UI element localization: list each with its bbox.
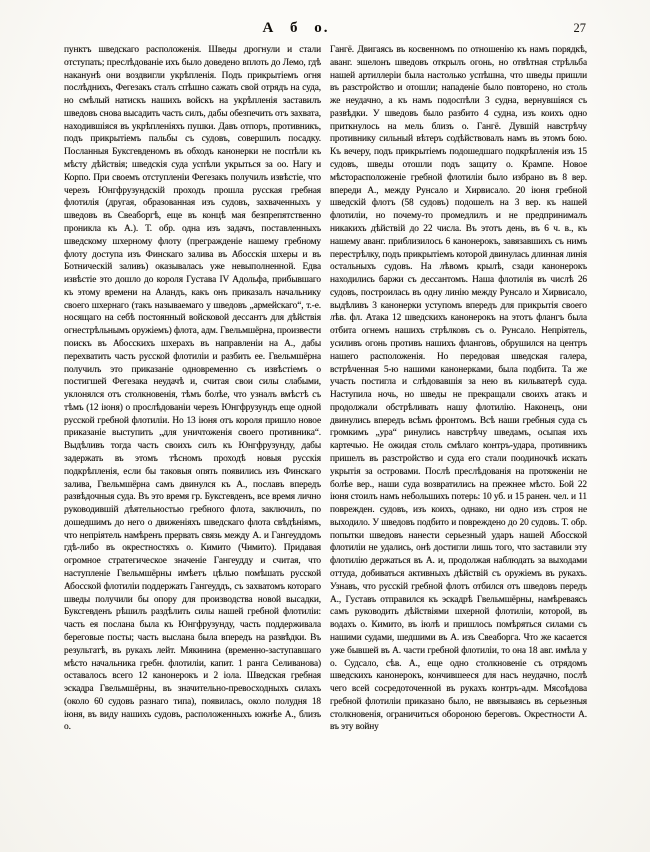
running-title: А б о. (262, 20, 330, 36)
text-column-left: пунктъ шведскаго расположенія. Шведы дрогнули и стали отступать; преслѣдованіе ихъ было доведено вплоть до Лемо, гдѣ наканунѣ они воздвигли укрѣпленія. Подъ прикрытіемъ огня послѣднихъ, Фегезакъ сталъ спѣшно сажать свой отрядъ на суда, но смѣлый натискъ нашихъ войскъ на укрѣпленія заставилъ шведовъ снова высадить часть силъ, дабы обезпечить отъ захвата, находившіяся въ укрѣпленіяхъ пушки. Давъ отпоръ, противникъ, подъ прикрытіемъ пальбы съ судовъ, совершилъ посадку. Посланныя Буксгевденомъ въ обходъ канонерки не поспѣли къ мѣсту дѣйствія; шведскія суда успѣли укрыться за оо. Нагу и Корпо. При своемъ отступленіи Фегезакъ получилъ извѣстіе, что черезъ Юнгфрузундскій проходъ прошла русская гребная флотилія (другая, образованная изъ судовъ, захваченныхъ у шведовъ въ Свеаборгѣ, еще въ концѣ мая безпрепятственно проникла къ А.). Т. обр. одна изъ задачъ, поставленныхъ шведскому шхерному флоту (прегражденіе нашему гребному флоту доступа изъ Финскаго залива въ Абосскія шхеры и въ Ботническій заливъ) оказывалась уже невыполненной. Едва извѣстіе это дошло до короля Густава IV Адольфа, прибывшаго къ этому времени на Аландъ, какъ онъ приказалъ начальнику своего шхернаго (такъ называемаго у шведовъ „армейскаго“, т.-е. носящаго на себѣ постоянный войсковой дессантъ для дѣйствія огнестрѣльнымъ оружіемъ) флота, адм. Гвельмшёрна, произвести поискъ въ Абосскихъ шхерахъ въ направленіи на А., дабы перехватить часть русской флотиліи и разбить ее. Гвельмшёрна получилъ это приказаніе одновременно съ извѣстіемъ о постигшей Фегезака неудачѣ и, считая свои силы слабыми, уклонялся отъ столкновенія, тѣмъ болѣе, что узналъ вмѣстѣ съ тѣмъ (12 іюня) о прослѣдованіи черезъ Юнгфрузундъ еще одной русской гребной флотиліи. Но 13 іюня отъ короля пришло новое приказаніе выступить „для уничтоженія своего противника“. Выдѣливъ тогда часть своихъ силъ къ Юнгфрузунду, дабы задержать въ этомъ тѣсномъ проходѣ новыя русскія подкрѣпленія, если бы таковыя опять появились изъ Финскаго залива, Гвельмшёрна самъ двинулся къ А., пославъ впередъ развѣдочныя суда. Въ это время гр. Буксгевденъ, все время лично руководившій дѣятельностью гребного флота, заключилъ, по дошедшимъ до него о движеніяхъ шведскаго флота свѣдѣніямъ, что непріятель намѣренъ прервать связь между А. и Гангеуддомъ гдѣ-либо въ окрестностяхъ о. Кимито (Чимито). Придавая огромное стратегическое значеніе Гангеудду и считая, что наступленіе Гвельмшёрны имѣетъ цѣлью помѣшать русской Абосской флотиліи поддержать Гангеуддъ, съ захватомъ котораго шведы получили бы опору для производства новой высадки, Буксгевденъ рѣшилъ раздѣлить силы нашей гребной флотиліи: часть ея послана была къ Юнгфрузунду, часть поддерживала береговые посты; часть выслана была впередъ на развѣдки. Въ результатѣ, въ рукахъ лейт. Мякинина (временно-заступавшаго мѣсто начальника гребн. флотиліи, капит. 1 ранга Селиванова) оставалось всего 12 канонерокъ и 2 іола. Шведская гребная эскадра Гвельмшёрны, въ значительно-превосходныхъ силахъ (около 60 судовъ разнаго типа), появилась, около полудня 18 іюня, въ виду нашихъ судовъ, расположенныхъ южнѣе А., близъ о. (64, 45, 321, 733)
page-header (0, 20, 650, 40)
text-column-right: Гангё. Двигаясь въ косвенномъ по отношенію къ намъ порядкѣ, аванг. эшелонъ шведовъ открылъ огонь, но отвѣтная стрѣльба нашей артиллеріи была настолько успѣшна, что шведы пришли въ разстройство и отошли; нападеніе было повторено, но столь же неудачно, а къ намъ подоспѣли 3 судна, вернувшіяся съ развѣдки. У шведовъ было разбито 4 судна, изъ коихъ одно приткнулось на мель близъ о. Гангё. Дувшій навстрѣчу противнику сильный вѣтеръ содѣйствовалъ намъ въ этомъ бою. Къ вечеру, подъ прикрытіемъ подошедшаго подкрѣпленія изъ 15 судовъ, шведы отошли подъ защиту о. Крампе. Новое мѣсторасположеніе гребной флотиліи было избрано въ 8 вер. впереди А., между Рунсало и Хирвисало. 20 іюня гребной шведскій флотъ (58 судовъ) подошелъ на 3 вер. къ нашей флотиліи, но почему-то промедлилъ и не предпринималъ никакихъ дѣйствій до 22 числа. Въ этотъ день, въ 6 ч. в., къ нашему аванг. приблизилось 6 канонерокъ, завязавшихъ съ нимъ перестрѣлку, подъ прикрытіемъ которой двинулась длинная линія остальныхъ судовъ. На лѣвомъ крылѣ, сзади канонерокъ находились баржи съ дессантомъ. Наша флотилія въ числѣ 26 судовъ, построилась въ одну линію между Рунсало и Хирвисало, выдѣливъ 3 канонерки уступомъ впередъ для прикрытія своего лѣв. фл. Атака 12 шведскихъ канонерокъ на этотъ флангъ была отбита огнемъ нашихъ стрѣлковъ съ о. Рунсало. Непріятель, усиливъ огонь противъ нашихъ фланговъ, обрушился на центръ нашего расположенія. Но передовая шведская галера, встрѣченная 5-ю нашими канонерками, была подбита. Та же участь постигла и слѣдовавшія за нею въ кильватерѣ суда. Наступила ночь, но шведы не прекращали своихъ атакъ и продолжали обстрѣливать нашу флотилію. Наконецъ, они двинулись впередъ всѣмъ фронтомъ. Всѣ наши гребныя суда съ громкимъ „ура“ ринулись навстрѣчу шведамъ, осыпая ихъ картечью. Не ожидая столь смѣлаго контръ-удара, противникъ пришелъ въ разстройство и суда его стали поодиночкѣ искать укрытія за островами. Послѣ преслѣдованія на протяженіи не болѣе вер., наши суда возвратились на прежнее мѣсто. Бой 22 іюня стоилъ намъ небольшихъ потерь: 10 уб. и 15 ранен. чел. и 11 поврежден. судовъ, изъ коихъ, однако, ни одно изъ строя не выходило. У шведовъ подбито и повреждено до 20 судовъ. Т. обр. попытки шведовъ нанести серьезный ударъ нашей Абосской флотиліи не удались, онѣ достигли лишь того, что заставили эту флотилію держаться въ А. и, продолжая наблюдать за выходами оттуда, добиваться активныхъ дѣйствій съ оружіемъ въ рукахъ. Узнавъ, что русскій гребной флотъ отбился отъ шведовъ передъ А., Густавъ отправился къ эскадрѣ Гвельмшёрны, намѣреваясь самъ руководить дѣйствіями шхерной флотиліи, которой, въ водахъ о. Кимито, въ іюлѣ и пришлось помѣряться силами съ нашими судами, шедшими въ А. изъ Свеаборга. Что же касается уже бывшей въ А. части гребной флотиліи, то она 18 авг. имѣла у о. Судсало, сѣв. А., еще одно столкновеніе съ отрядомъ шведскихъ канонерокъ, кончившееся для насъ неудачно, послѣ чего всей сосредоточенной въ рукахъ контръ-адм. Мясоѣдова гребной флотиліи приказано было, не ввязываясь въ серьезныя столкновенія, ограничиться обороною береговъ. Окрестности А. въ эту войну (330, 45, 587, 733)
page-number: 27 (573, 21, 586, 35)
